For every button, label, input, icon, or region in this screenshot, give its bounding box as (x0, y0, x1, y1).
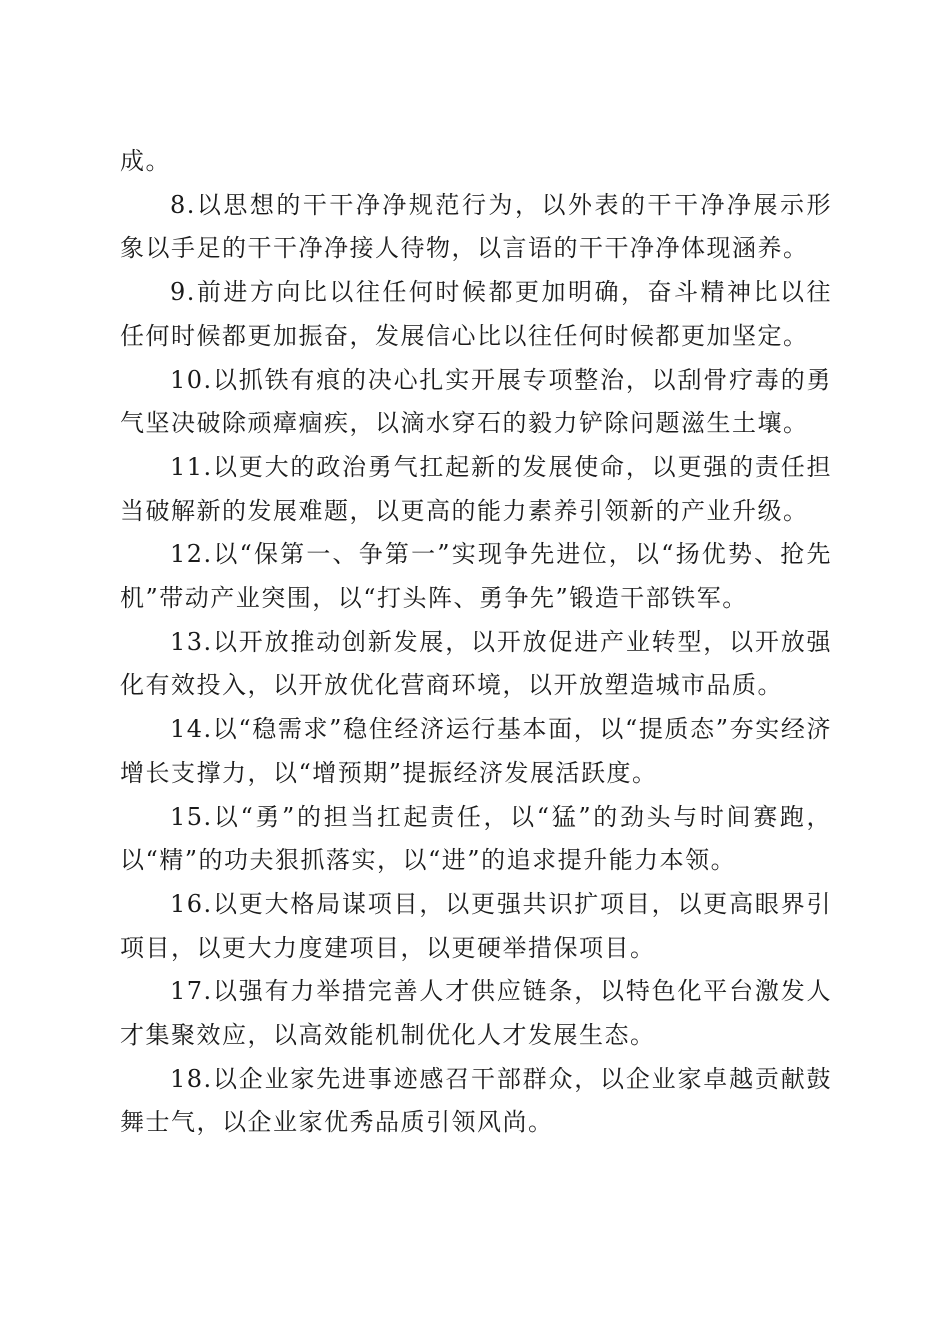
paragraph-item-18: 18.以企业家先进事迹感召干部群众，以企业家卓越贡献鼓舞士气，以企业家优秀品质引领风尚。 (120, 1064, 832, 1137)
paragraph-item-11: 11.以更大的政治勇气扛起新的发展使命，以更强的责任担当破解新的发展难题，以更高的能力素养引领新的产业升级。 (120, 452, 832, 525)
paragraph-item-17: 17.以强有力举措完善人才供应链条，以特色化平台激发人才集聚效应，以高效能机制优化人才发展生态。 (120, 977, 832, 1050)
paragraph-item-15: 15.以“勇”的担当扛起责任，以“猛”的劲头与时间赛跑，以“精”的功夫狠抓落实，以“进”的追求提升能力本领。 (120, 802, 832, 875)
paragraph-item-13: 13.以开放推动创新发展，以开放促进产业转型，以开放强化有效投入，以开放优化营商环境，以开放塑造城市品质。 (120, 627, 832, 700)
paragraph-continuation: 成。 (120, 147, 171, 175)
paragraph-item-8: 8.以思想的干干净净规范行为，以外表的干干净净展示形象以手足的干干净净接人待物，以言语的干干净净体现涵养。 (120, 190, 832, 263)
paragraph-item-16: 16.以更大格局谋项目，以更强共识扩项目，以更高眼界引项目，以更大力度建项目，以更硬举措保项目。 (120, 889, 832, 962)
paragraph-item-12: 12.以“保第一、争第一”实现争先进位，以“扬优势、抢先机”带动产业突围，以“打头阵、勇争先”锻造干部铁军。 (120, 540, 832, 613)
paragraph-item-10: 10.以抓铁有痕的决心扎实开展专项整治，以刮骨疗毒的勇气坚决破除顽瘴痼疾，以滴水穿石的毅力铲除问题滋生土壤。 (120, 365, 832, 438)
document-body (120, 140, 832, 1145)
paragraph-item-14: 14.以“稳需求”稳住经济运行基本面，以“提质态”夯实经济增长支撑力，以“增预期”提振经济发展活跃度。 (120, 715, 832, 787)
paragraph-item-9: 9.前进方向比以往任何时候都更加明确，奋斗精神比以往任何时候都更加振奋，发展信心比以往任何时候都更加坚定。 (120, 278, 832, 350)
